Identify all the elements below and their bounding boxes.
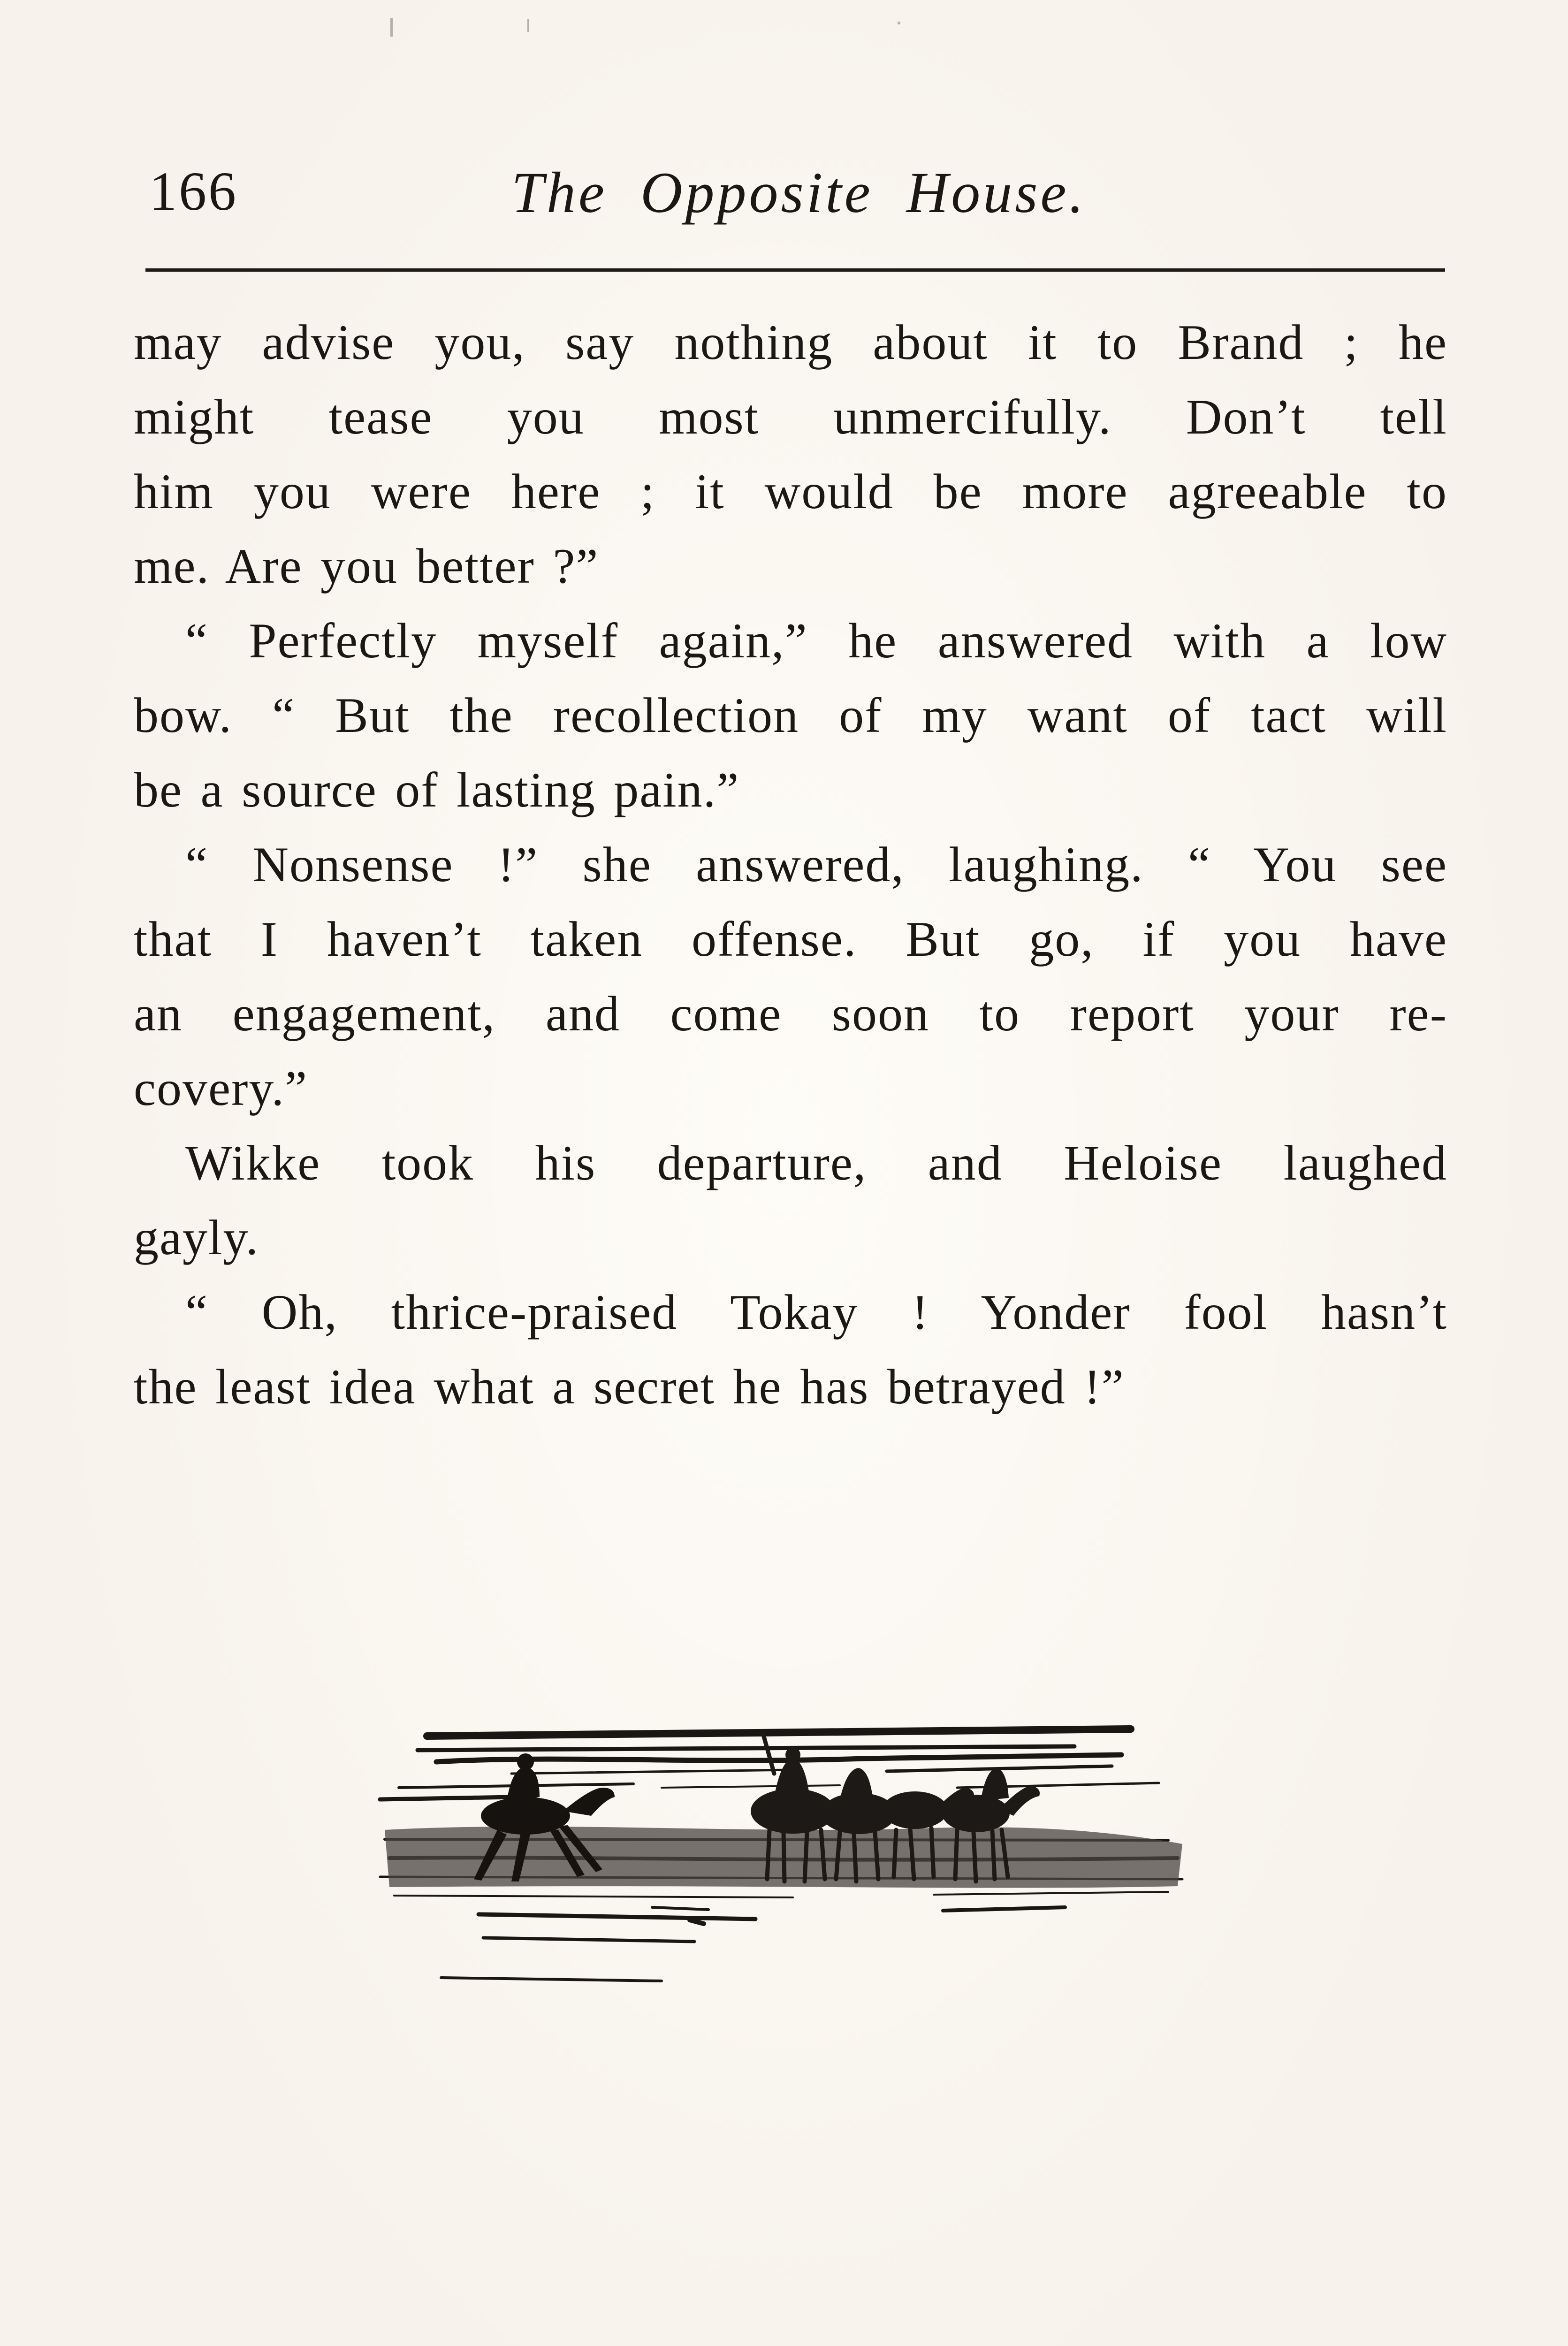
page-number: 166 [149, 160, 238, 222]
text-line: “ Perfectly myself again,” he answered with a low [185, 613, 1447, 668]
text-line: that I haven’t taken offense. But go, if you have [134, 912, 1447, 967]
header-rule [145, 268, 1445, 272]
text-line: gayly. [134, 1210, 259, 1265]
paragraph [134, 603, 1447, 827]
text-line: might tease you most unmercifully. Don’t tell [134, 389, 1447, 444]
page-header [141, 155, 1445, 235]
text-line: an engagement, and come soon to report your re- [134, 986, 1447, 1041]
text-line: me. Are you better ?” [134, 539, 599, 594]
paragraph [134, 1126, 1447, 1275]
text-line: “ Oh, thrice-praised Tokay ! Yonder fool hasn’t [185, 1285, 1447, 1340]
text-line: covery.” [134, 1061, 308, 1116]
paragraph [134, 305, 1447, 603]
body-text [134, 305, 1447, 1424]
text-line: the least idea what a secret he has betrayed !” [134, 1359, 1125, 1414]
text-line: be a source of lasting pain.” [134, 762, 740, 817]
running-title: The Opposite House. [511, 160, 1087, 225]
paragraph [134, 827, 1447, 1126]
text-line: may advise you, say nothing about it to Brand ; he [134, 315, 1447, 370]
text-line: bow. “ But the recollection of my want of tact will [134, 688, 1447, 743]
camel-caravan-engraving-icon [371, 1717, 1196, 1999]
text-line: Wikke took his departure, and Heloise laughed [185, 1135, 1447, 1190]
paragraph [134, 1275, 1447, 1424]
text-line: him you were here ; it would be more agreeable to [134, 464, 1447, 519]
text-line: “ Nonsense !” she answered, laughing. “ You see [185, 837, 1447, 892]
